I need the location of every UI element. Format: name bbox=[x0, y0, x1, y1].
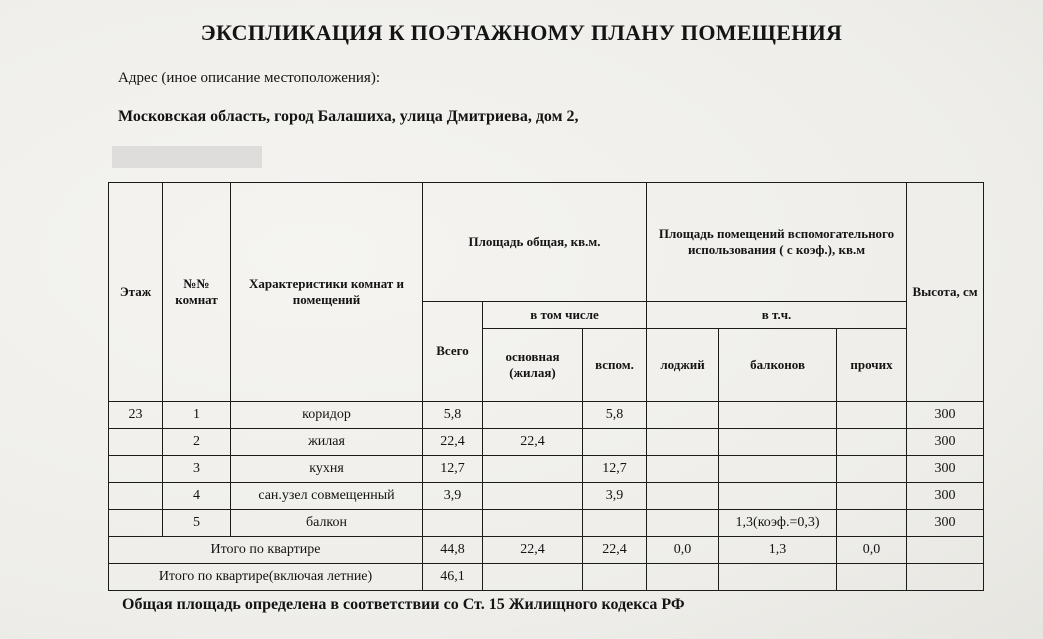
cell-other bbox=[837, 456, 907, 483]
header-characteristics: Характеристики комнат и помещений bbox=[231, 183, 423, 402]
empty-cell bbox=[583, 564, 647, 591]
cell-loggia bbox=[647, 483, 719, 510]
header-room-no: №№ комнат bbox=[163, 183, 231, 402]
header-including: в том числе bbox=[483, 302, 647, 329]
cell-total: 3,9 bbox=[423, 483, 483, 510]
cell-total: 12,7 bbox=[423, 456, 483, 483]
cell-name: коридор bbox=[231, 402, 423, 429]
total-summer-row-total: 46,1 bbox=[423, 564, 483, 591]
cell-room: 1 bbox=[163, 402, 231, 429]
cell-other bbox=[837, 483, 907, 510]
cell-main: 22,4 bbox=[483, 429, 583, 456]
cell-balcony bbox=[719, 402, 837, 429]
total-row-total: 44,8 bbox=[423, 537, 483, 564]
cell-main bbox=[483, 510, 583, 537]
cell-aux: 5,8 bbox=[583, 402, 647, 429]
header-loggias: лоджий bbox=[647, 329, 719, 402]
cell-total: 5,8 bbox=[423, 402, 483, 429]
total-row-main: 22,4 bbox=[483, 537, 583, 564]
cell-balcony bbox=[719, 483, 837, 510]
total-summer-row-label: Итого по квартире(включая летние) bbox=[109, 564, 423, 591]
cell-floor bbox=[109, 510, 163, 537]
empty-cell bbox=[719, 564, 837, 591]
cell-other bbox=[837, 510, 907, 537]
cell-aux bbox=[583, 429, 647, 456]
table-row bbox=[109, 456, 984, 483]
cell-balcony: 1,3(коэф.=0,3) bbox=[719, 510, 837, 537]
cell-room: 5 bbox=[163, 510, 231, 537]
address-label: Адрес (иное описание местоположения): bbox=[118, 70, 380, 86]
cell-other bbox=[837, 429, 907, 456]
cell-room: 2 bbox=[163, 429, 231, 456]
cell-floor: 23 bbox=[109, 402, 163, 429]
cell-height: 300 bbox=[907, 456, 984, 483]
header-incl-short: в т.ч. bbox=[647, 302, 907, 329]
cell-main bbox=[483, 483, 583, 510]
total-row-aux: 22,4 bbox=[583, 537, 647, 564]
table-row bbox=[109, 510, 984, 537]
cell-floor bbox=[109, 456, 163, 483]
cell-other bbox=[837, 402, 907, 429]
total-summer-row bbox=[109, 564, 984, 591]
cell-aux: 12,7 bbox=[583, 456, 647, 483]
cell-name: кухня bbox=[231, 456, 423, 483]
empty-cell bbox=[907, 564, 984, 591]
cell-room: 3 bbox=[163, 456, 231, 483]
empty-cell bbox=[837, 564, 907, 591]
header-aux-area: Площадь помещений вспомогательного использования ( с коэф.), кв.м bbox=[647, 183, 907, 302]
header-main: основная (жилая) bbox=[483, 329, 583, 402]
cell-balcony bbox=[719, 456, 837, 483]
total-row-other: 0,0 bbox=[837, 537, 907, 564]
header-area-total: Площадь общая, кв.м. bbox=[423, 183, 647, 302]
table-row bbox=[109, 429, 984, 456]
header-total: Всего bbox=[423, 302, 483, 402]
total-row-balcony: 1,3 bbox=[719, 537, 837, 564]
cell-name: жилая bbox=[231, 429, 423, 456]
header-other: прочих bbox=[837, 329, 907, 402]
cell-main bbox=[483, 402, 583, 429]
cell-total bbox=[423, 510, 483, 537]
table-row bbox=[109, 483, 984, 510]
explication-table bbox=[108, 182, 984, 591]
total-row-loggia: 0,0 bbox=[647, 537, 719, 564]
cell-height: 300 bbox=[907, 429, 984, 456]
header-aux: вспом. bbox=[583, 329, 647, 402]
cell-name: балкон bbox=[231, 510, 423, 537]
total-row-label: Итого по квартире bbox=[109, 537, 423, 564]
cell-loggia bbox=[647, 456, 719, 483]
header-height: Высота, см bbox=[907, 183, 984, 402]
header-floor: Этаж bbox=[109, 183, 163, 402]
cell-loggia bbox=[647, 429, 719, 456]
footer-note: Общая площадь определена в соответствии со Ст. 15 Жилищного кодекса РФ bbox=[122, 596, 685, 613]
cell-room: 4 bbox=[163, 483, 231, 510]
cell-height: 300 bbox=[907, 483, 984, 510]
cell-height: 300 bbox=[907, 402, 984, 429]
cell-loggia bbox=[647, 402, 719, 429]
cell-total: 22,4 bbox=[423, 429, 483, 456]
cell-loggia bbox=[647, 510, 719, 537]
table-row bbox=[109, 402, 984, 429]
cell-floor bbox=[109, 429, 163, 456]
empty-cell bbox=[483, 564, 583, 591]
redacted-block bbox=[112, 146, 262, 168]
header-balconies: балконов bbox=[719, 329, 837, 402]
cell-aux: 3,9 bbox=[583, 483, 647, 510]
cell-aux bbox=[583, 510, 647, 537]
cell-main bbox=[483, 456, 583, 483]
address-value: Московская область, город Балашиха, улица Дмитриева, дом 2, bbox=[118, 108, 579, 125]
document-title: ЭКСПЛИКАЦИЯ К ПОЭТАЖНОМУ ПЛАНУ ПОМЕЩЕНИЯ bbox=[200, 20, 843, 45]
cell-name: сан.узел совмещенный bbox=[231, 483, 423, 510]
cell-height: 300 bbox=[907, 510, 984, 537]
cell-floor bbox=[109, 483, 163, 510]
total-row-height bbox=[907, 537, 984, 564]
total-row bbox=[109, 537, 984, 564]
cell-balcony bbox=[719, 429, 837, 456]
empty-cell bbox=[647, 564, 719, 591]
